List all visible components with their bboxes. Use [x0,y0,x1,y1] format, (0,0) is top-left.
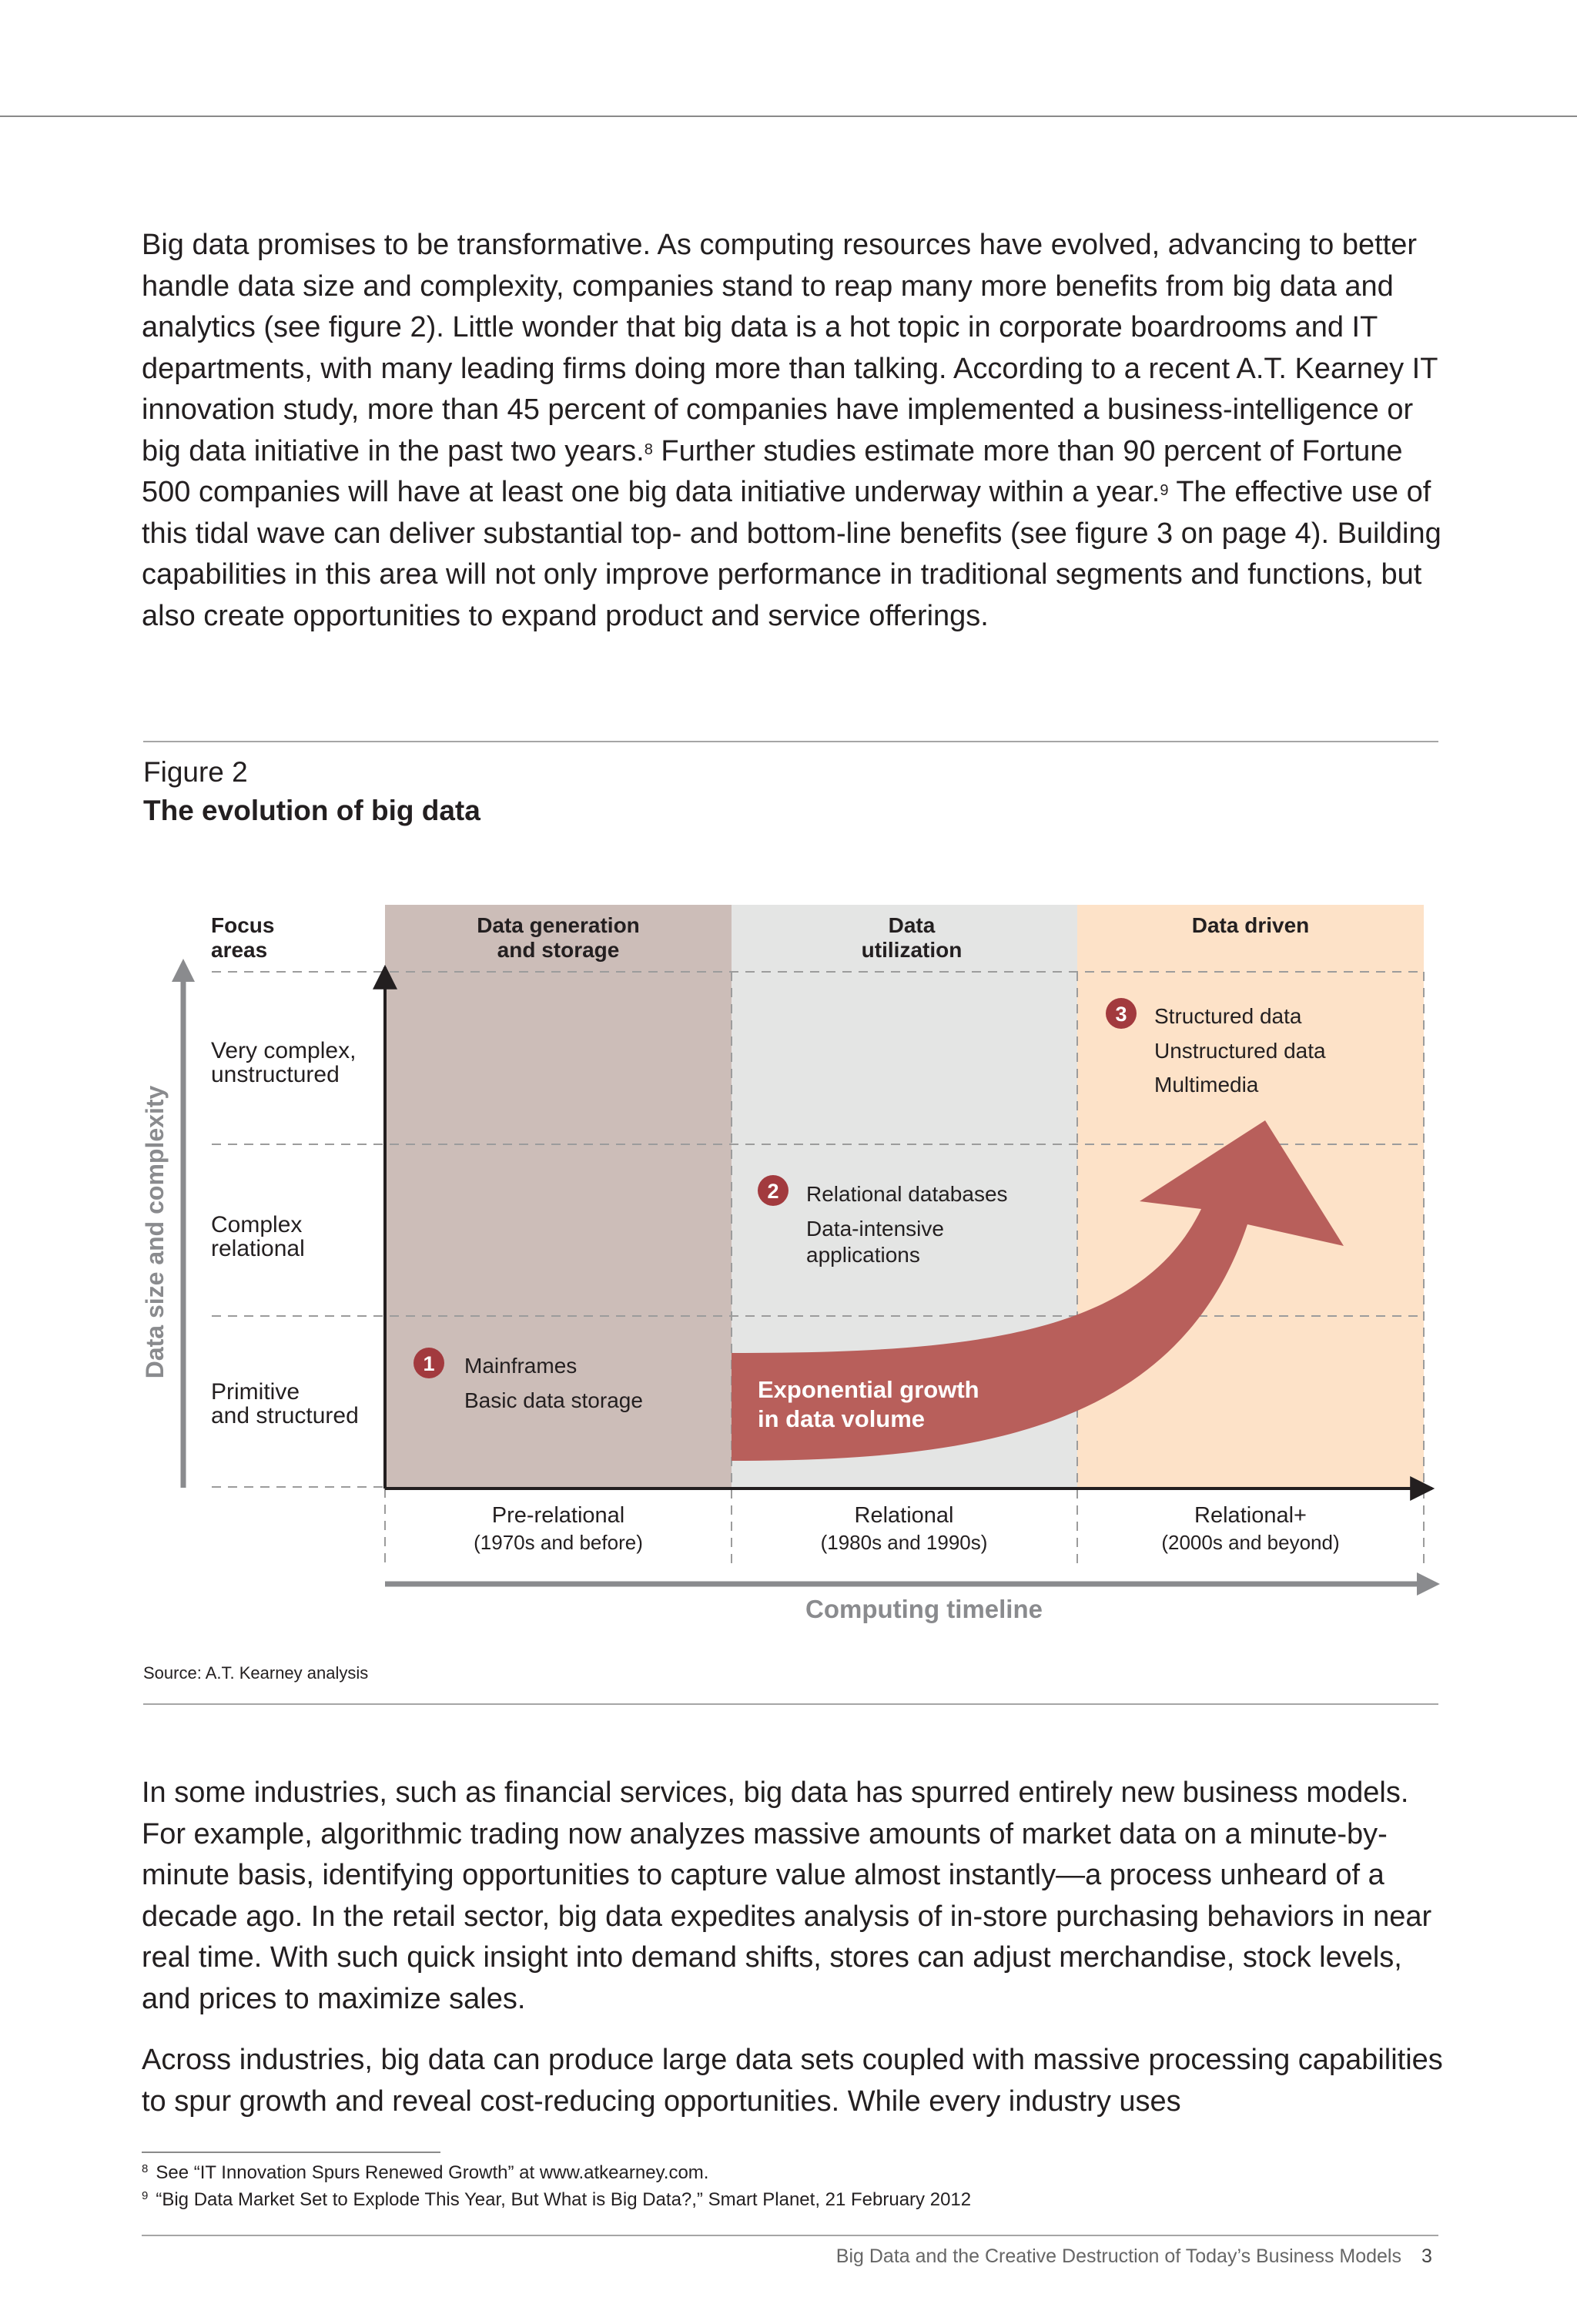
footer-title: Big Data and the Creative Destruction of Today’s Business Models [835,2245,1401,2267]
footnote-8-number: 8 [142,2162,149,2175]
stage-2-item-1: Relational databases [806,1182,1008,1206]
y-axis-title: Data size and complexity [141,1085,169,1379]
stage-3-number: 3 [1115,1003,1127,1026]
footnote-9 [142,2189,971,2211]
level-primitive-line2: and structured [211,1403,359,1428]
outer-x-axis-arrowhead [1417,1572,1440,1596]
intro-text-3: The effective use of this tidal wave can deliver substantial top- and bottom-line benefits (see figure 3 on page 4). Building capabilities in this area will not only improve performance in traditional segments and functions, but also create opportunities to expand product and service offerings. [142,476,1441,632]
stage-3-item-2: Unstructured data [1154,1039,1326,1063]
column-header-2-line1: Data [888,913,936,937]
footnote-rule [142,2152,440,2153]
stage-2-number: 2 [767,1180,779,1203]
outer-y-axis-arrowhead [172,959,195,982]
stage-1-item-2: Basic data storage [464,1388,643,1412]
paragraph-3-text: Across industries, big data can produce large data sets coupled with massive processing capabilities to spur growth and reveal cost-reducing opportunities. While every industry uses [142,2044,1443,2118]
era-3-period: (2000s and beyond) [1161,1531,1340,1554]
paragraph-2-text: In some industries, such as financial services, big data has spurred entirely new business models. For example, algorithmic trading now analyzes massive amounts of market data on a minute-by-minute basis, identifying opportunities to capture value almost instantly—a process unheard of a decade ago. In the retail sector, big data expedites analysis of in-store purchasing behaviors in near real time. With such quick insight into demand shifts, stores can adjust merchandise, stock levels, and prices to maximize sales. [142,1776,1432,2015]
focus-areas-label-line2: areas [211,938,268,962]
column-header-3-line1: Data driven [1191,913,1310,937]
paragraph-3 [142,2040,1451,2122]
figure-title: The evolution of big data [143,795,480,826]
figure-source: Source: A.T. Kearney analysis [143,1663,369,1683]
arrow-label-line2: in data volume [758,1405,926,1432]
footnote-8-text: See “IT Innovation Spurs Renewed Growth” at www.atkearney.com. [156,2162,709,2183]
footnote-8 [142,2162,708,2184]
era-1-name: Pre-relational [491,1503,625,1528]
era-3-name: Relational+ [1194,1503,1307,1528]
paragraph-2 [142,1773,1451,2020]
stage-3-item-1: Structured data [1154,1004,1302,1028]
stage-2-item-3: applications [806,1243,920,1267]
page-number: 3 [1421,2245,1432,2267]
column-header-1-line1: Data generation [477,913,640,937]
figure-label: Figure 2 [143,756,248,788]
stage-1-number: 1 [423,1352,435,1375]
footnote-9-text: “Big Data Market Set to Explode This Year, But What is Big Data?,” Smart Planet, 21 February 2012 [156,2189,972,2210]
stage-2-item-2: Data-intensive [806,1217,944,1241]
era-1-period: (1970s and before) [474,1531,643,1554]
level-very-complex-line2: unstructured [211,1062,340,1087]
level-very-complex-line1: Very complex, [211,1038,357,1063]
column-header-2-line2: utilization [861,938,963,962]
footer-rule [142,2235,1438,2236]
footnote-9-number: 9 [142,2189,149,2202]
footnote-ref-9[interactable]: 9 [1160,482,1169,499]
column-header-1-line2: and storage [497,938,620,962]
arrow-label-line1: Exponential growth [758,1376,979,1403]
intro-text-1: Big data promises to be transformative. As computing resources have evolved, advancing to better handle data size and complexity, companies stand to reap many more benefits from big data and analytics (see figure 2). Little wonder that big data is a hot topic in corporate boardrooms and IT departments, with many leading firms doing more than talking. According to a recent A.T. Kearney IT innovation study, more than 45 percent of companies have implemented a business-intelligence or big data initiative in the past two years. [142,229,1438,467]
figure-bottom-rule [143,1703,1438,1705]
level-complex-line2: relational [211,1236,305,1261]
focus-areas-label-line1: Focus [211,913,275,937]
stage-3-item-3: Multimedia [1154,1073,1259,1097]
x-axis-title: Computing timeline [805,1595,1043,1623]
intro-text-2: Further studies estimate more than 90 percent of Fortune 500 companies will have at least one big data initiative underway within a year. [142,434,1403,508]
footnote-ref-8[interactable]: 8 [644,440,653,458]
era-2-period: (1980s and 1990s) [820,1531,988,1554]
era-2-name: Relational [854,1503,954,1528]
stage-1-item-1: Mainframes [464,1354,578,1378]
level-primitive-line1: Primitive [211,1379,300,1405]
level-complex-line1: Complex [211,1212,303,1237]
